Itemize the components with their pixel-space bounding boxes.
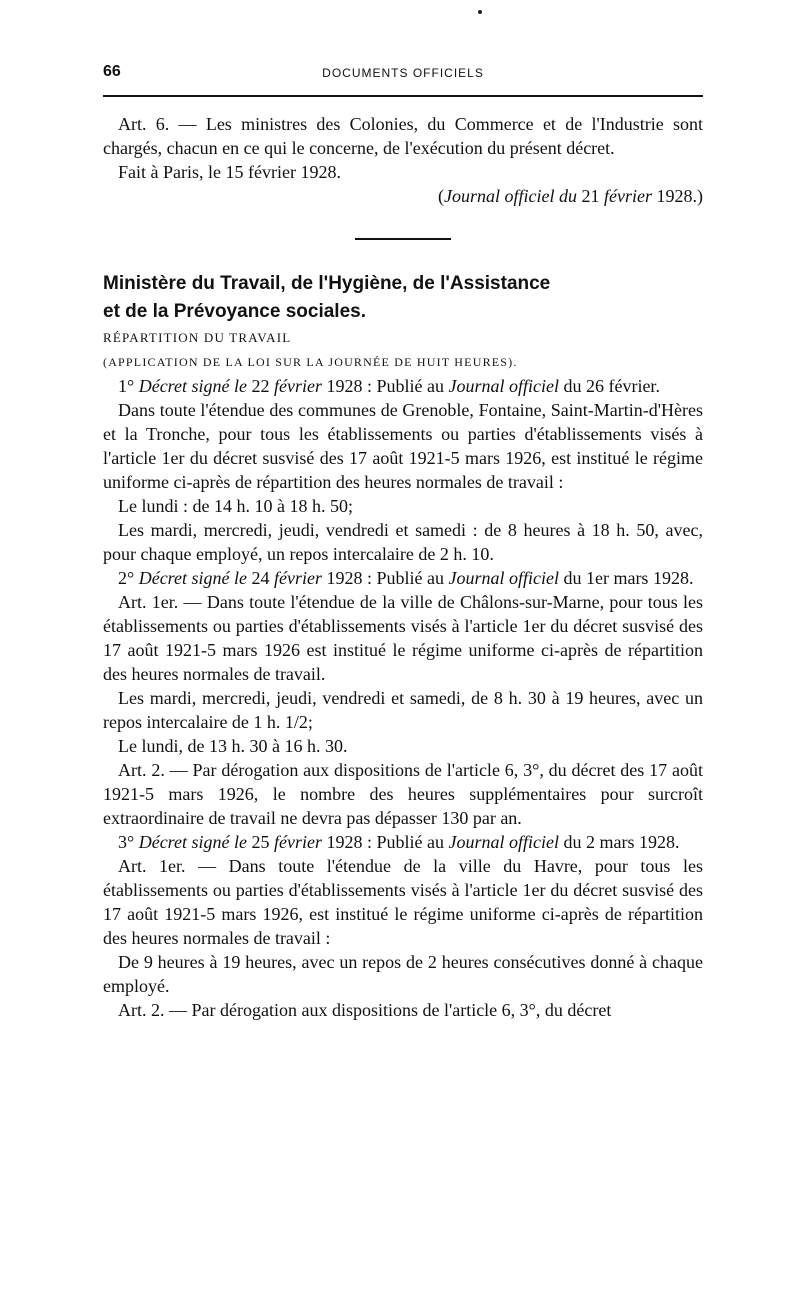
running-title: DOCUMENTS OFFICIELS [322, 66, 484, 80]
ink-speck [478, 10, 482, 14]
page-header [103, 63, 703, 85]
signature-line: Fait à Paris, le 15 février 1928. [118, 162, 341, 182]
decree-3-article-2: Art. 2. — Par dérogation aux dispositions de l'article 6, 3°, du décret [118, 1000, 612, 1020]
article-6-paragraph: Art. 6. — Les ministres des Colonies, du Commerce et de l'Industrie sont chargés, chacun en ce qui le concerne, de l'exécution du présent décret. [103, 114, 703, 158]
decree-2-weekdays: Les mardi, mercredi, jeudi, vendredi et samedi, de 8 h. 30 à 19 heures, avec un repos intercalaire de 1 h. 1/2; [103, 688, 703, 732]
decree-3-heading: 3° Décret signé le 25 février 1928 : Publié au Journal officiel du 2 mars 1928. [118, 832, 680, 852]
section-title: Ministère du Travail, de l'Hygiène, de l'Assistance et de la Prévoyance sociales. [103, 273, 551, 322]
section-subheading: RÉPARTITION DU TRAVAIL [103, 330, 292, 345]
decree-1-weekdays: Les mardi, mercredi, jeudi, vendredi et samedi : de 8 heures à 18 h. 50, avec, pour chaque employé, un repos intercalaire de 2 h. 10. [103, 520, 703, 564]
decree-1-heading: 1° Décret signé le 22 février 1928 : Publié au Journal officiel du 26 février. [118, 376, 660, 396]
journal-citation: (Journal officiel du 21 février 1928.) [438, 186, 703, 206]
page-number: 66 [103, 63, 121, 80]
section-subheading-note: (APPLICATION DE LA LOI SUR LA JOURNÉE DE HUIT HEURES). [103, 355, 518, 369]
decree-2-monday: Le lundi, de 13 h. 30 à 16 h. 30. [118, 736, 348, 756]
section-divider [355, 238, 451, 240]
decree-3-schedule: De 9 heures à 19 heures, avec un repos de 2 heures consécutives donné à chaque employé. [103, 952, 703, 996]
decree-1-monday: Le lundi : de 14 h. 10 à 18 h. 50; [118, 496, 353, 516]
header-rule [103, 95, 703, 97]
decree-1-paragraph: Dans toute l'étendue des communes de Grenoble, Fontaine, Saint-Martin-d'Hères et la Tronche, pour tous les établissements ou parties d'établissements visés à l'article 1er du décret susvisé des 17 août 1921-5 mars 1926, est institué le régime uniforme ci-après de répartition des heures normales de travail : [103, 400, 703, 492]
decree-2-article-1: Art. 1er. — Dans toute l'étendue de la ville de Châlons-sur-Marne, pour tous les établissements ou parties d'établissements visés à l'article 1er du décret susvisé des 17 août 1921-5 mars 1926 est institué le régime uniforme ci-après de répartition des heures normales de travail. [103, 592, 703, 684]
decree-2-article-2: Art. 2. — Par dérogation aux dispositions de l'article 6, 3°, du décret des 17 août 1921-5 mars 1926, le nombre des heures supplémentaires pour surcroît extraordinaire de travail ne devra pas dépasser 130 par an. [103, 760, 703, 828]
body-text [103, 112, 703, 1022]
decree-3-article-1: Art. 1er. — Dans toute l'étendue de la ville du Havre, pour tous les établissements ou parties d'établissements visés à l'article 1er du décret susvisé des 17 août 1921-5 mars 1926, est institué le régime uniforme ci-après de répartition des heures normales de travail : [103, 856, 703, 948]
decree-2-heading: 2° Décret signé le 24 février 1928 : Publié au Journal officiel du 1er mars 1928. [118, 568, 694, 588]
